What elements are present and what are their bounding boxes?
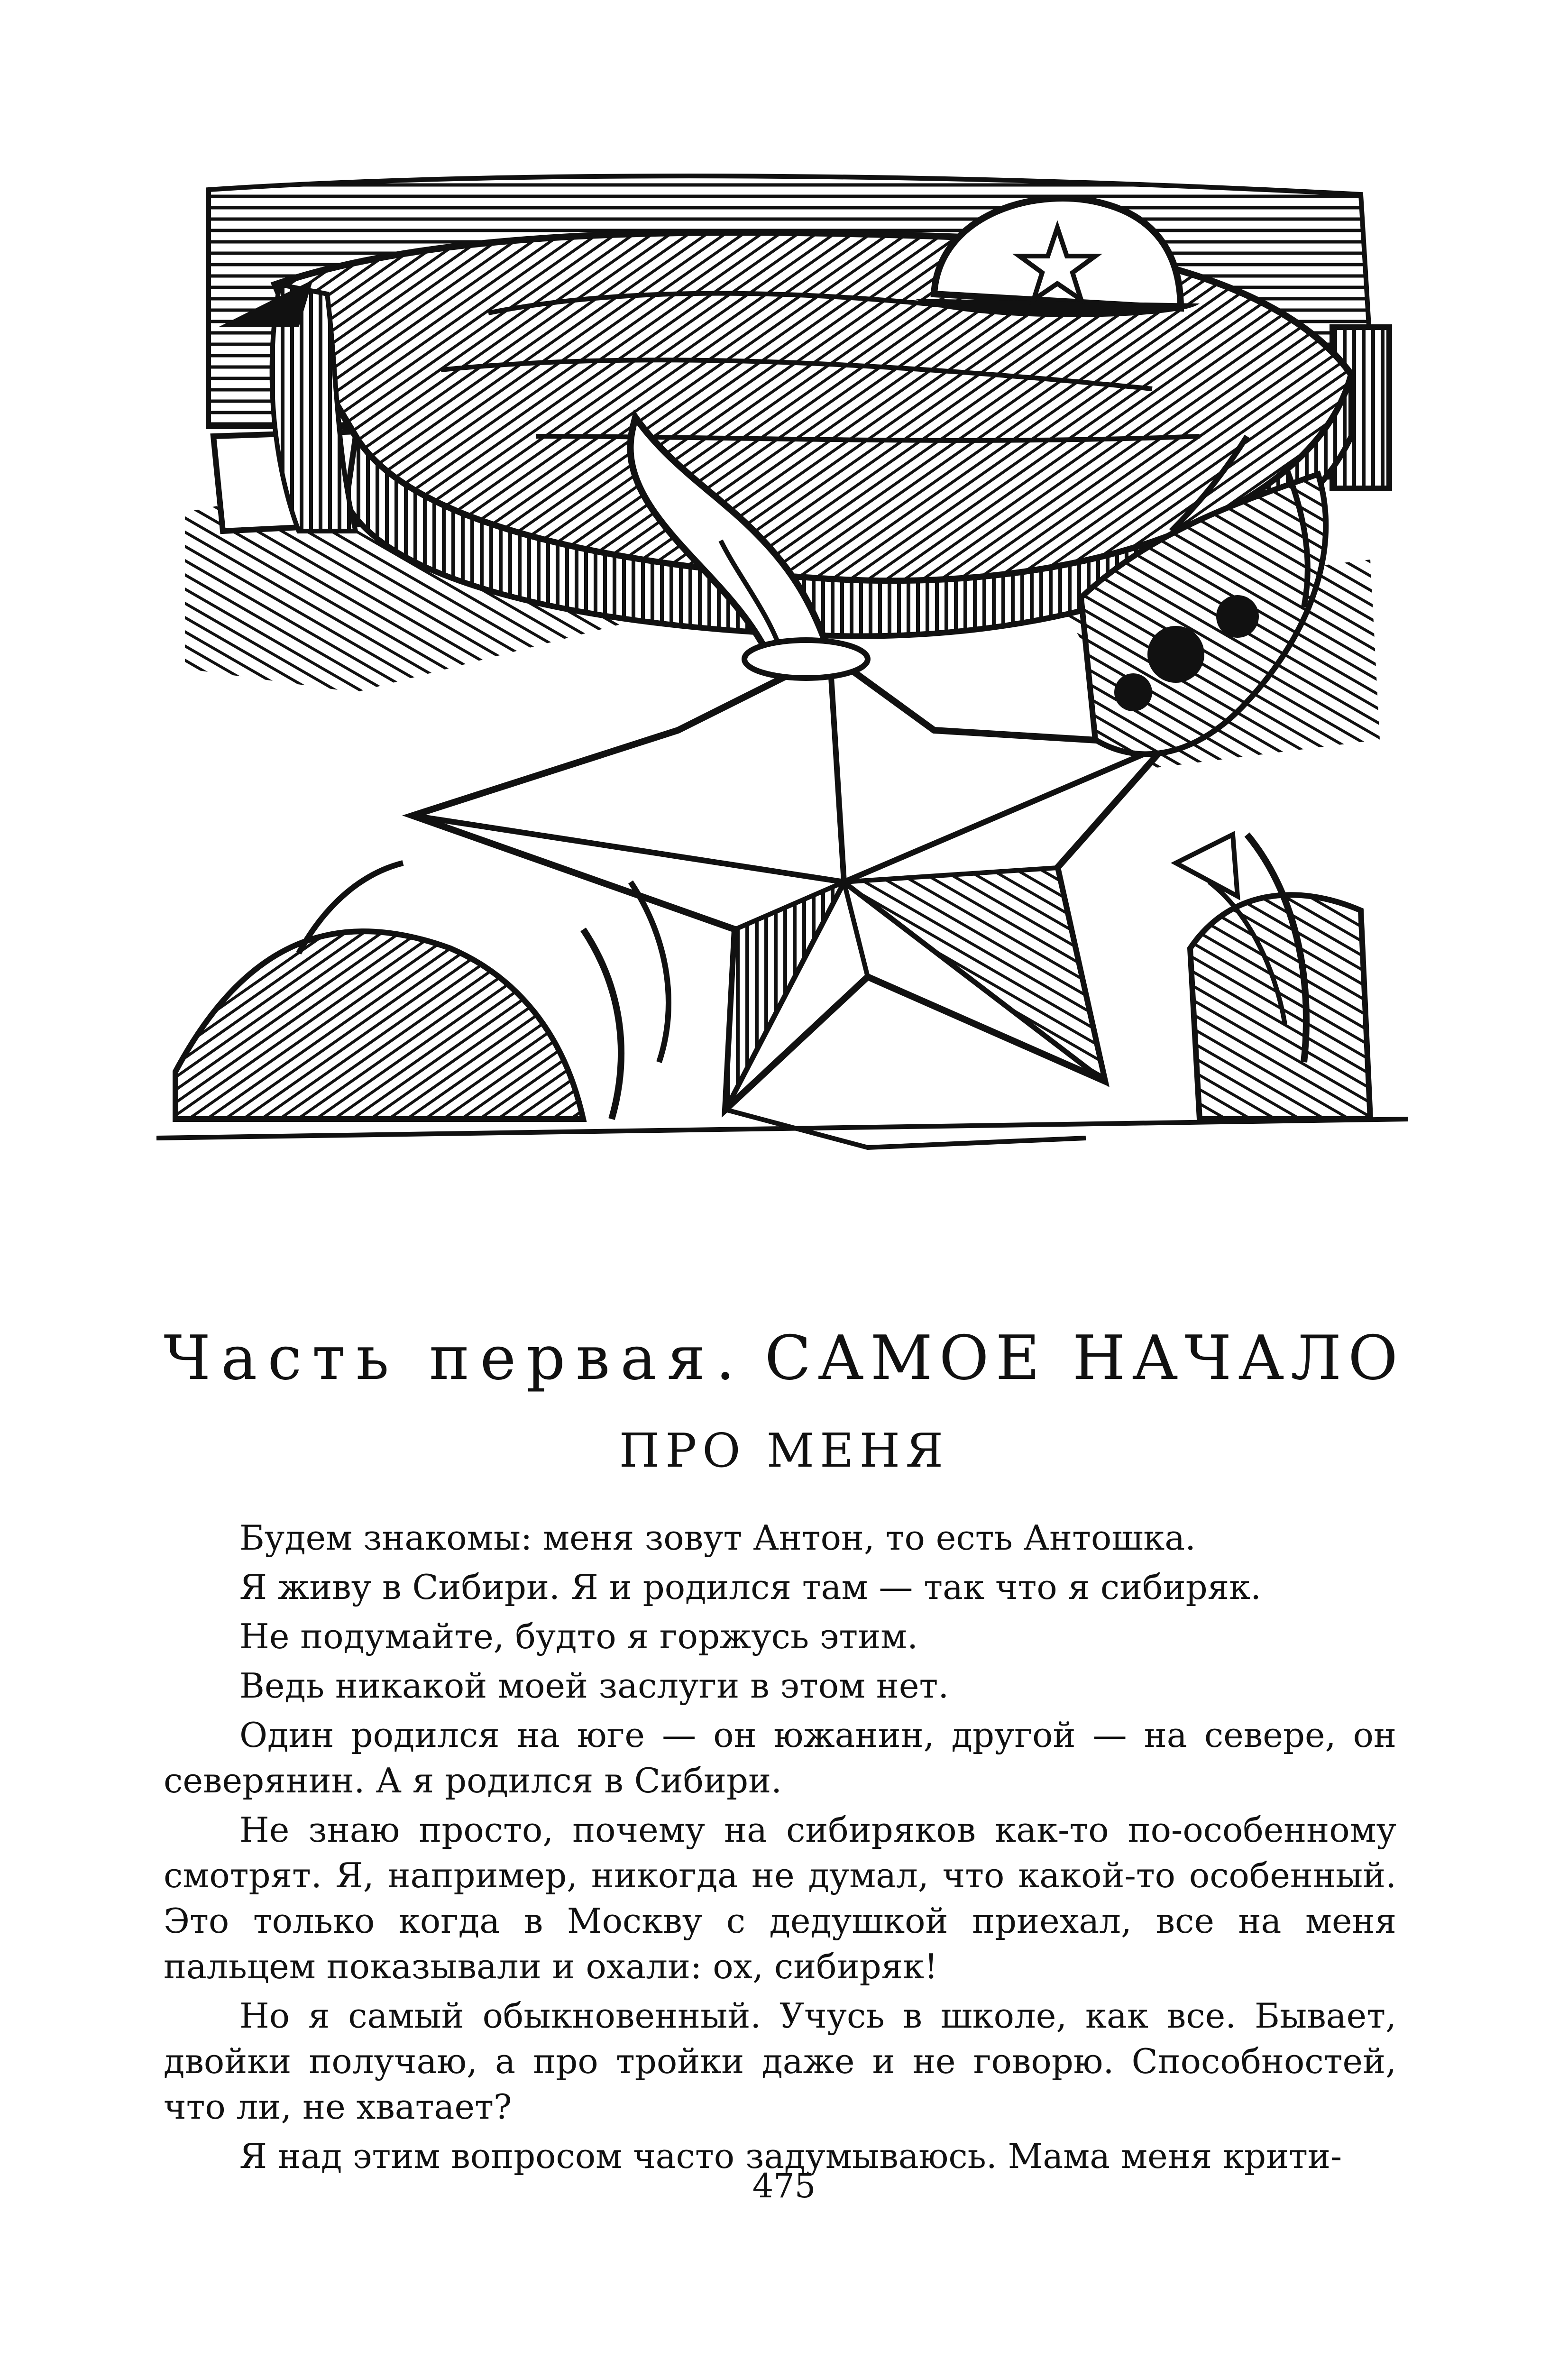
chapter-title: ПРО МЕНЯ (619, 1424, 949, 1478)
body-text (164, 1515, 1396, 2183)
part-title: САМОЕ НАЧАЛО (764, 1323, 1404, 1394)
paragraph: Но я самый обыкновенный. Учусь в школе, как все. Бывает, двойки получаю, а про тройки даже и не говорю. Способностей, что ли, не хватает? (164, 1996, 1396, 2127)
paragraph: Не подумайте, будто я горжусь этим. (239, 1616, 918, 1656)
paragraph: Будем знакомы: меня зовут Антон, то есть Антошка. (239, 1518, 1196, 1558)
part-label: Часть первая. (164, 1323, 746, 1394)
memorial-illustration (156, 171, 1408, 1176)
part-heading (0, 1318, 1568, 1399)
paragraph: Ведь никакой моей заслуги в этом нет. (239, 1666, 949, 1706)
paragraph: Я живу в Сибири. Я и родился там — так что я сибиряк. (239, 1567, 1261, 1607)
page-number: 475 (752, 2167, 816, 2205)
paragraph: Не знаю просто, почему на сибиряков как-то по-особенному смотрят. Я, например, никогда не думал, что какой-то особенный. Это только когда в Москву с дедушкой приехал, все на меня пальцем показывали и охали: ох, сибиряк! (164, 1810, 1396, 1986)
paragraph: Один родился на юге — он южанин, другой — на севере, он северянин. А я родился в Сибири. (164, 1715, 1396, 1800)
paragraph: Я над этим вопросом часто задумываюсь. Мама меня крити- (239, 2136, 1342, 2176)
